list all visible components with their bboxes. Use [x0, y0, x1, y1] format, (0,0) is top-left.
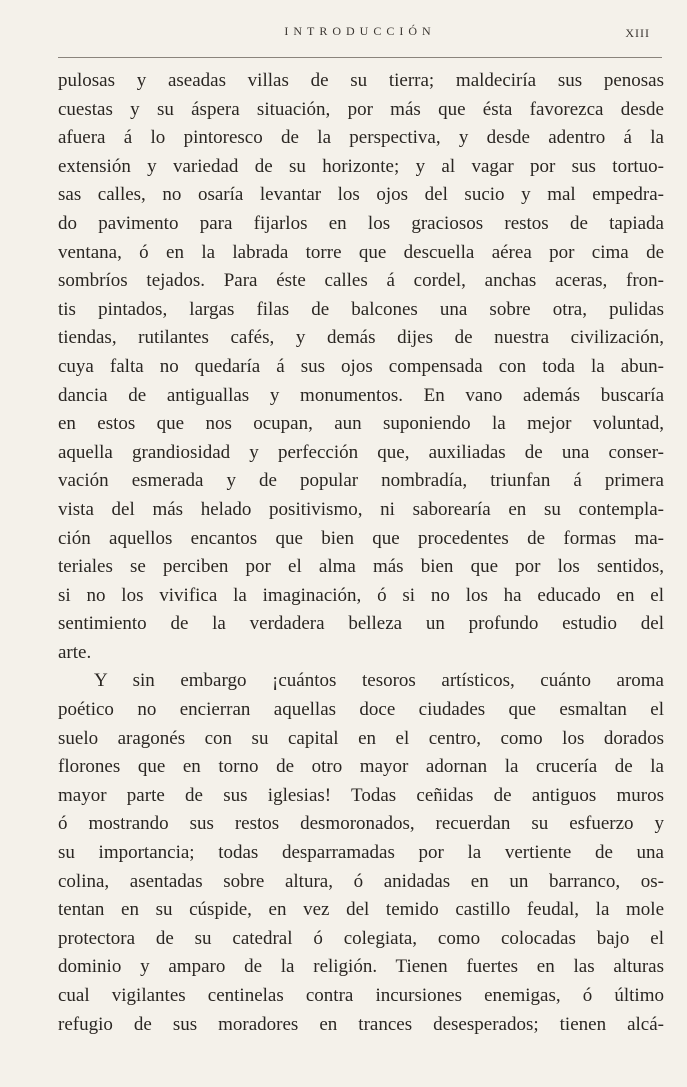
- text-line: sombríos tejados. Para éste calles á cordel, anchas aceras, fron-: [58, 270, 664, 292]
- text-line: suelo aragonés con su capital en el centro, como los dorados: [58, 727, 664, 749]
- header-rule: [58, 57, 662, 58]
- text-line: do pavimento para fijarlos en los graciosos restos de tapiada: [58, 212, 664, 234]
- text-line: teriales se perciben por el alma más bien que por los sentidos,: [58, 556, 664, 578]
- text-line: dancia de antiguallas y monumentos. En vano además buscaría: [58, 384, 664, 406]
- text-line: florones que en torno de otro mayor adornan la crucería de la: [58, 756, 664, 778]
- text-line: cuestas y su áspera situación, por más que ésta favorezca desde: [58, 98, 664, 120]
- text-line: refugio de sus moradores en trances desesperados; tienen alcá-: [58, 1013, 664, 1035]
- text-line: en estos que nos ocupan, aun suponiendo la mejor voluntad,: [58, 413, 664, 435]
- text-line: si no los vivifica la imaginación, ó si no los ha educado en el: [58, 584, 664, 606]
- running-title: INTRODUCCIÓN: [284, 24, 436, 38]
- text-line: tis pintados, largas filas de balcones una sobre otra, pulidas: [58, 298, 664, 320]
- body-text: [58, 67, 664, 1039]
- page-number: XIII: [625, 26, 650, 40]
- text-line: Y sin embargo ¡cuántos tesoros artísticos, cuánto aroma: [94, 670, 664, 692]
- text-line: dominio y amparo de la religión. Tienen fuertes en las alturas: [58, 956, 664, 978]
- text-line: sentimiento de la verdadera belleza un profundo estudio del: [58, 613, 664, 635]
- text-line: su importancia; todas desparramadas por la vertiente de una: [58, 842, 664, 864]
- text-line: sas calles, no osaría levantar los ojos del sucio y mal empedra-: [58, 184, 664, 206]
- text-line: pulosas y aseadas villas de su tierra; maldeciría sus penosas: [58, 70, 664, 91]
- text-line: cuya falta no quedaría á sus ojos compensada con toda la abun-: [58, 355, 664, 377]
- text-line: poético no encierran aquellas doce ciudades que esmaltan el: [58, 699, 664, 721]
- text-line: protectora de su catedral ó colegiata, como colocadas bajo el: [58, 927, 664, 949]
- paragraph-2: [58, 667, 664, 1039]
- text-line: vista del más helado positivismo, ni saborearía en su contempla-: [58, 498, 664, 520]
- text-line: arte.: [58, 641, 92, 663]
- text-line: vación esmerada y de popular nombradía, triunfan á primera: [58, 470, 664, 492]
- text-line: extensión y variedad de su horizonte; y al vagar por sus tortuo-: [58, 155, 664, 177]
- text-line: aquella grandiosidad y perfección que, auxiliadas de una conser-: [58, 441, 664, 463]
- paragraph-1: [58, 67, 664, 667]
- text-line: cual vigilantes centinelas contra incursiones enemigas, ó último: [58, 985, 664, 1006]
- text-line: colina, asentadas sobre altura, ó anidadas en un barranco, os-: [58, 870, 664, 892]
- text-line: mayor parte de sus iglesias! Todas ceñidas de antiguos muros: [58, 784, 664, 806]
- text-line: afuera á lo pintoresco de la perspectiva, y desde adentro á la: [58, 127, 664, 149]
- text-line: tentan en su cúspide, en vez del temido castillo feudal, la mole: [58, 899, 664, 921]
- text-line: ción aquellos encantos que bien que procedentes de formas ma-: [58, 527, 664, 549]
- text-line: ventana, ó en la labrada torre que descuella aérea por cima de: [58, 241, 664, 263]
- text-line: tiendas, rutilantes cafés, y demás dijes de nuestra civilización,: [58, 327, 664, 349]
- text-line: ó mostrando sus restos desmoronados, recuerdan su esfuerzo y: [58, 813, 664, 835]
- running-head: [58, 24, 662, 46]
